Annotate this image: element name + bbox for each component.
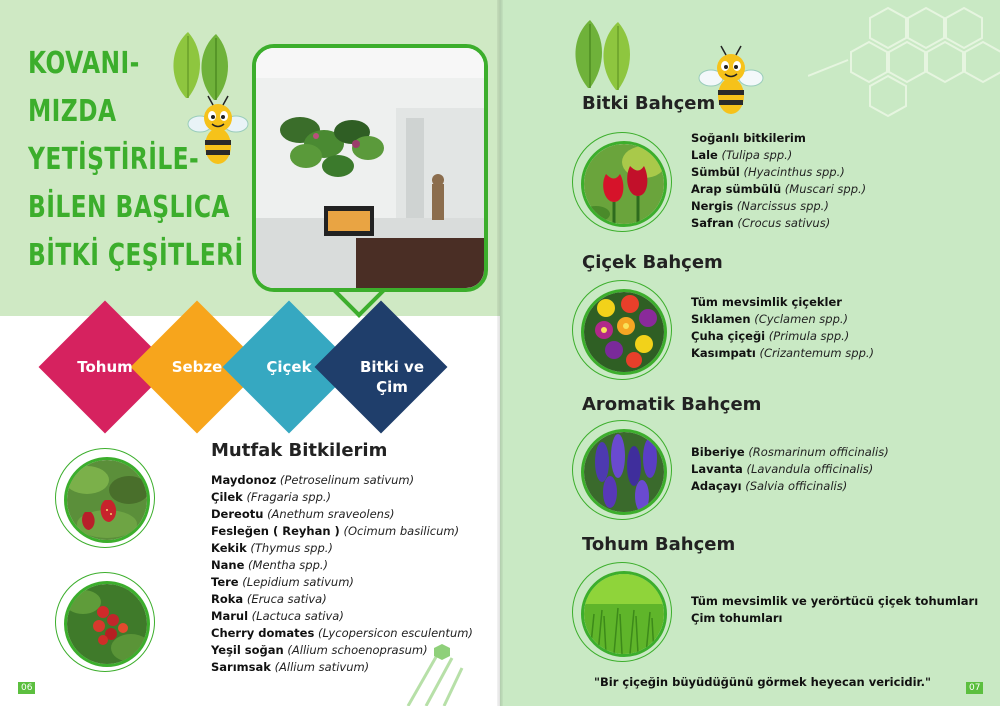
title-line: BİLEN BAŞLICA xyxy=(28,190,230,225)
list-item: Safran (Crocus sativus) xyxy=(691,216,831,230)
list-item: Tüm mevsimlik ve yerörtücü çiçek tohumları xyxy=(691,594,979,608)
title-line: KOVANI- xyxy=(28,46,140,81)
page-number-left: 06 xyxy=(18,682,35,694)
list-item: Marul (Lactuca sativa) xyxy=(211,609,344,623)
list-item: Çuha çiçeği (Primula spp.) xyxy=(691,329,850,343)
cicek-list xyxy=(691,294,981,362)
list-item: Sümbül (Hyacinthus spp.) xyxy=(691,165,845,179)
aromatik-list xyxy=(691,444,981,495)
list-item: Çilek (Fragaria spp.) xyxy=(211,490,332,504)
list-item: Sarımsak (Allium sativum) xyxy=(211,660,370,674)
decorative-lines xyxy=(400,640,470,706)
list-item: Tere (Lepidium sativum) xyxy=(211,575,354,589)
list-item: Roka (Eruca sativa) xyxy=(211,592,327,606)
primula-photo xyxy=(581,289,667,375)
leaf-icon xyxy=(568,16,644,92)
section-title-aromatik: Aromatik Bahçem xyxy=(582,394,762,415)
list-item: Dereotu (Anethum sraveolens) xyxy=(211,507,395,521)
leaf-icon xyxy=(166,28,242,104)
list-item: Kekik (Thymus spp.) xyxy=(211,541,333,555)
list-item: Kasımpatı (Crizantemum spp.) xyxy=(691,346,875,360)
list-item: Fesleğen ( Reyhan ) (Ocimum basilicum) xyxy=(211,524,460,538)
list-item: Çim tohumları xyxy=(691,611,783,625)
list-item: Tüm mevsimlik çiçekler xyxy=(691,295,842,309)
section-title-tohum: Tohum Bahçem xyxy=(582,534,736,555)
list-item: Sıklamen (Cyclamen spp.) xyxy=(691,312,849,326)
page-spine xyxy=(497,0,503,706)
tohum-list xyxy=(691,593,981,627)
list-item: Adaçayı (Salvia officinalis) xyxy=(691,479,848,493)
bee-icon xyxy=(186,94,250,170)
honeycomb-icon xyxy=(808,0,1000,130)
section-title-mutfak: Mutfak Bitkilerim xyxy=(211,440,388,461)
grass-photo xyxy=(581,571,667,657)
section-title-bitki: Bitki Bahçem xyxy=(582,93,716,114)
category-label: Tohum xyxy=(77,358,133,376)
list-item: Arap sümbülü (Muscari spp.) xyxy=(691,182,867,196)
list-item: Maydonoz (Petroselinum sativum) xyxy=(211,473,415,487)
list-item: Lavanta (Lavandula officinalis) xyxy=(691,462,874,476)
list-item: Soğanlı bitkilerim xyxy=(691,131,806,145)
title-line: MIZDA xyxy=(28,94,117,129)
category-label: Bitki ve Çim xyxy=(359,358,425,396)
list-item: Yeşil soğan (Allium schoenoprasum) xyxy=(211,643,428,657)
list-item: Lale (Tulipa spp.) xyxy=(691,148,793,162)
category-label: Çiçek xyxy=(266,358,312,376)
cherry-tomato-photo xyxy=(64,581,150,667)
category-label: Sebze xyxy=(171,358,223,376)
strawberry-photo xyxy=(64,457,150,543)
tulip-photo xyxy=(581,141,667,227)
list-item: Biberiye (Rosmarinum officinalis) xyxy=(691,445,889,459)
living-wall-photo xyxy=(252,44,488,292)
list-item: Nergis (Narcissus spp.) xyxy=(691,199,829,213)
section-title-cicek: Çiçek Bahçem xyxy=(582,252,723,273)
list-item: Cherry domates (Lycopersicon esculentum) xyxy=(211,626,473,640)
title-line: BİTKİ ÇEŞİTLERİ xyxy=(28,238,244,273)
lavender-photo xyxy=(581,429,667,515)
quote: "Bir çiçeğin büyüdüğünü görmek heyecan vericidir." xyxy=(594,675,931,689)
title-line: YETİŞTİRİLE- xyxy=(28,142,200,177)
list-item: Nane (Mentha spp.) xyxy=(211,558,329,572)
page-number-right: 07 xyxy=(966,682,983,694)
bitki-list xyxy=(691,130,981,232)
